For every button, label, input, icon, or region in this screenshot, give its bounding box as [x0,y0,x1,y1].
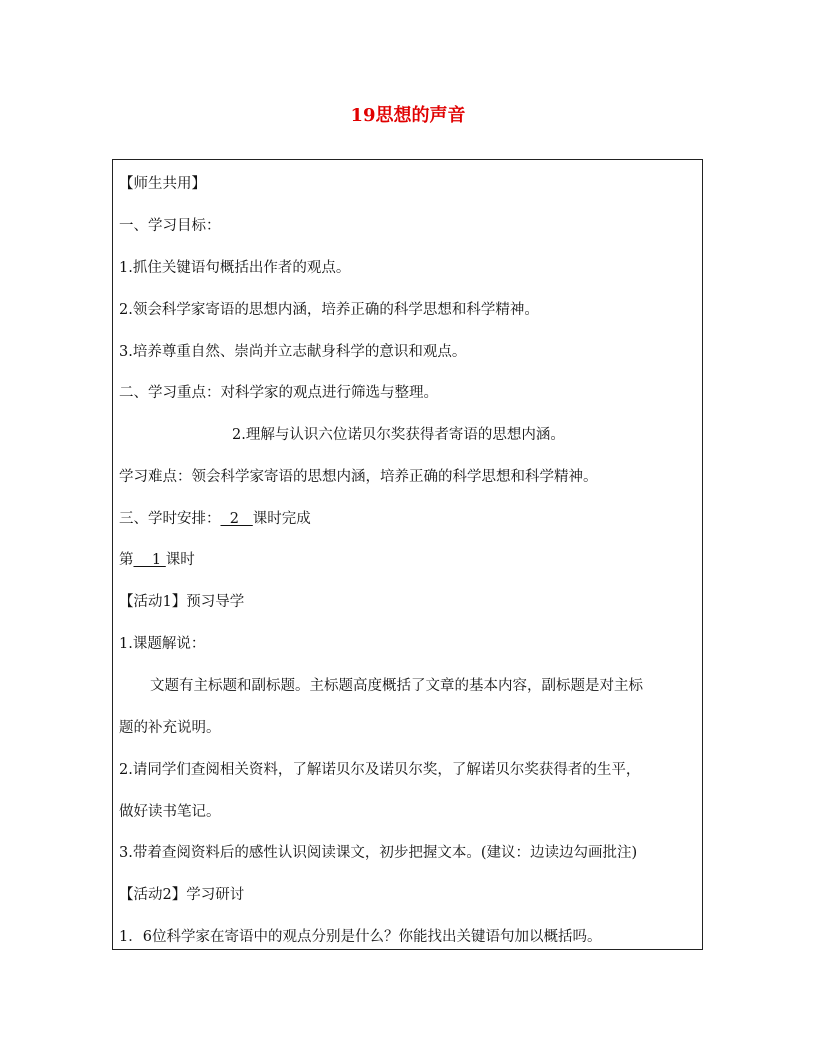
key-point-2: 2.理解与认识六位诺贝尔奖获得者寄语的思想内涵。 [232,427,565,443]
schedule-line [119,509,311,529]
document-title: 19思想的声音 [350,105,466,126]
goal-item-3: 3.培养尊重自然、崇尚并立志献身科学的意识和观点。 [119,344,467,360]
section-label-shared: 【师生共用】 [119,176,206,192]
schedule-prefix: 三、学时安排： [119,511,221,527]
goal-item-2: 2.领会科学家寄语的思想内涵，培养正确的科学思想和科学精神。 [119,302,539,318]
schedule-suffix: 课时完成 [252,511,311,527]
research-task-1: 2.请同学们查阅相关资料，了解诺贝尔及诺贝尔奖，了解诺贝尔奖获得者的生平， [119,762,641,778]
activity-1-heading: 【活动1】预习导学 [119,594,245,610]
topic-explain-text-2: 题的补充说明。 [119,720,221,736]
lesson-prefix: 第 [119,552,134,568]
activity-2-heading: 【活动2】学习研讨 [119,887,245,903]
topic-explain-text-1: 文题有主标题和副标题。主标题高度概括了文章的基本内容，副标题是对主标 [150,678,643,694]
goal-item-1: 1.抓住关键语句概括出作者的观点。 [119,260,351,276]
lesson-line [119,550,195,570]
discussion-question-1: 1．6位科学家在寄语中的观点分别是什么？你能找出关键语句加以概括吗。 [119,929,602,945]
lesson-suffix: 课时 [165,552,195,568]
difficulty-text: 学习难点：领会科学家寄语的思想内涵，培养正确的科学思想和科学精神。 [119,469,598,485]
heading-key-points: 二、学习重点：对科学家的观点进行筛选与整理。 [119,385,438,401]
heading-learning-goals: 一、学习目标： [119,218,221,234]
schedule-blank: 2 [220,511,253,527]
reading-task: 3.带着查阅资料后的感性认识阅读课文，初步把握文本。(建议：边读边勾画批注) [119,845,638,861]
lesson-blank: 1 [133,552,166,568]
topic-explain-heading: 1.课题解说： [119,636,206,652]
research-task-2: 做好读书笔记。 [119,804,221,820]
